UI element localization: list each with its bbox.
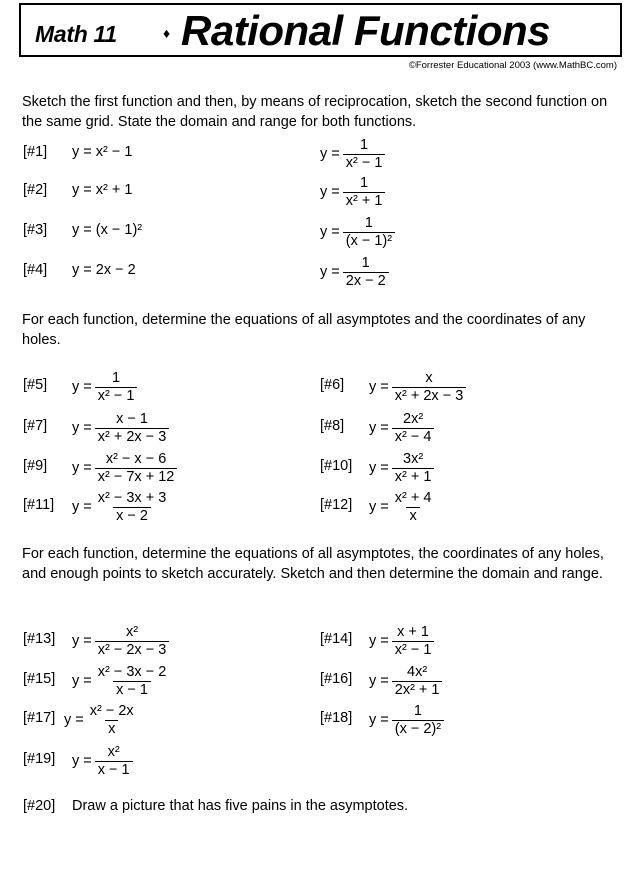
equation-prefix: y = <box>320 184 340 200</box>
numerator: x <box>425 369 433 386</box>
denominator: x − 2 <box>113 507 151 525</box>
equation-prefix: y = <box>72 420 92 436</box>
problem-equation <box>72 739 133 783</box>
problem-label: [#11] <box>23 497 55 513</box>
numerator: x − 1 <box>116 410 148 427</box>
denominator: x <box>105 720 118 738</box>
problem-label: [#8] <box>320 418 345 434</box>
problem-label: [#13] <box>23 631 56 647</box>
section3-instructions: For each function, determine the equations of all asymptotes, the coordinates of any holes, and enough points to sketch accurately. Sketch and then determine the domain and range. <box>22 546 604 582</box>
denominator: x <box>406 507 419 525</box>
problem-label: [#20] <box>23 798 56 814</box>
numerator: x² <box>125 623 139 640</box>
numerator: x² <box>107 743 120 760</box>
problem-function: y = (x − 1)² <box>72 222 143 238</box>
problem-equation <box>369 406 434 450</box>
numerator: 1 <box>360 136 369 153</box>
problem-function: y = x² + 1 <box>72 182 133 198</box>
problem-label: [#19] <box>23 751 56 767</box>
problem-label: [#6] <box>320 377 345 393</box>
equation-prefix: y = <box>72 673 92 689</box>
denominator: x² − 1 <box>392 641 435 659</box>
numerator: x² − 3x + 3 <box>97 489 167 506</box>
numerator: 1 <box>360 174 369 191</box>
denominator: x² − 7x + 12 <box>95 468 178 486</box>
section2-instructions: For each function, determine the equations of all asymptotes and the coordinates of any holes. <box>22 312 586 348</box>
problem-label: [#17] <box>23 710 56 726</box>
equation-prefix: y = <box>72 753 92 769</box>
problem-label: [#9] <box>23 458 48 474</box>
numerator: x + 1 <box>397 623 429 640</box>
problem-equation <box>369 446 434 490</box>
problem-label: [#5] <box>23 377 48 393</box>
equation-prefix: y = <box>320 224 340 240</box>
denominator: 2x² + 1 <box>392 681 443 699</box>
numerator: 1 <box>361 254 370 271</box>
problem-label: [#10] <box>320 458 353 474</box>
equation-prefix: y = <box>72 379 92 395</box>
denominator: x² − 1 <box>95 387 138 405</box>
denominator: (x − 1)² <box>343 232 395 250</box>
denominator: x² − 1 <box>343 154 386 172</box>
diamond-separator-icon: ♦ <box>163 25 171 41</box>
denominator: x − 1 <box>113 681 151 699</box>
numerator: x² − x − 6 <box>105 450 167 467</box>
problem-equation <box>72 659 169 703</box>
problem-label: [#14] <box>320 631 353 647</box>
denominator: (x − 2)² <box>392 720 444 738</box>
copyright-notice: ©Forrester Educational 2003 (www.MathBC.com) <box>408 60 617 71</box>
denominator: x² + 1 <box>343 192 386 210</box>
course-name: Math 11 <box>35 21 117 47</box>
problem-equation <box>369 698 444 742</box>
problem-label: [#4] <box>23 262 48 278</box>
problem-reciprocal <box>320 210 395 254</box>
denominator: 2x − 2 <box>343 272 389 290</box>
problem-label: [#1] <box>23 144 48 160</box>
equation-prefix: y = <box>369 633 389 649</box>
problem-reciprocal <box>320 170 385 214</box>
problem-label: [#7] <box>23 418 48 434</box>
problem-function: y = x² − 1 <box>72 144 133 160</box>
equation-prefix: y = <box>72 633 92 649</box>
denominator: x² + 1 <box>392 468 435 486</box>
equation-prefix: y = <box>369 460 389 476</box>
equation-prefix: y = <box>64 712 84 728</box>
problem-label: [#2] <box>23 182 48 198</box>
denominator: x² − 2x − 3 <box>95 641 170 659</box>
denominator: x − 1 <box>95 761 133 779</box>
equation-prefix: y = <box>72 460 92 476</box>
problem-equation <box>72 406 169 450</box>
problem-equation <box>369 659 442 703</box>
problem-label: [#3] <box>23 222 48 238</box>
problem-equation <box>369 365 466 409</box>
numerator: 4x² <box>407 663 428 680</box>
numerator: x² − 2x <box>89 702 134 719</box>
denominator: x² + 2x − 3 <box>392 387 467 405</box>
equation-prefix: y = <box>369 499 389 515</box>
equation-prefix: y = <box>369 673 389 689</box>
problem-label: [#12] <box>320 497 353 513</box>
equation-prefix: y = <box>320 146 340 162</box>
numerator: x² + 4 <box>394 489 432 506</box>
problem-equation <box>64 698 137 742</box>
denominator: x² − 4 <box>392 428 435 446</box>
problem-equation <box>72 485 169 529</box>
numerator: 2x² <box>403 410 424 427</box>
problem-equation <box>72 619 169 663</box>
problem-label: [#15] <box>23 671 56 687</box>
equation-prefix: y = <box>369 712 389 728</box>
numerator: 1 <box>413 702 422 719</box>
problem-equation <box>72 365 137 409</box>
denominator: x² + 2x − 3 <box>95 428 170 446</box>
equation-prefix: y = <box>72 499 92 515</box>
problem-function: y = 2x − 2 <box>72 262 136 278</box>
numerator: 3x² <box>403 450 424 467</box>
title-box <box>19 3 622 57</box>
equation-prefix: y = <box>369 379 389 395</box>
problem-equation <box>369 485 434 529</box>
problem-label: [#18] <box>320 710 353 726</box>
numerator: 1 <box>112 369 121 386</box>
equation-prefix: y = <box>369 420 389 436</box>
problem-text: Draw a picture that has five pains in the asymptotes. <box>72 798 409 814</box>
page-title: Rational Functions <box>181 7 550 54</box>
problem-equation <box>369 619 434 663</box>
equation-prefix: y = <box>320 264 340 280</box>
problem-reciprocal <box>320 250 389 294</box>
section1-instructions: Sketch the first function and then, by means of reciprocation, sketch the second function on the same grid. State the domain and range for both functions. <box>22 94 608 130</box>
problem-label: [#16] <box>320 671 353 687</box>
numerator: 1 <box>364 214 373 231</box>
problem-equation <box>72 446 177 490</box>
numerator: x² − 3x − 2 <box>97 663 167 680</box>
